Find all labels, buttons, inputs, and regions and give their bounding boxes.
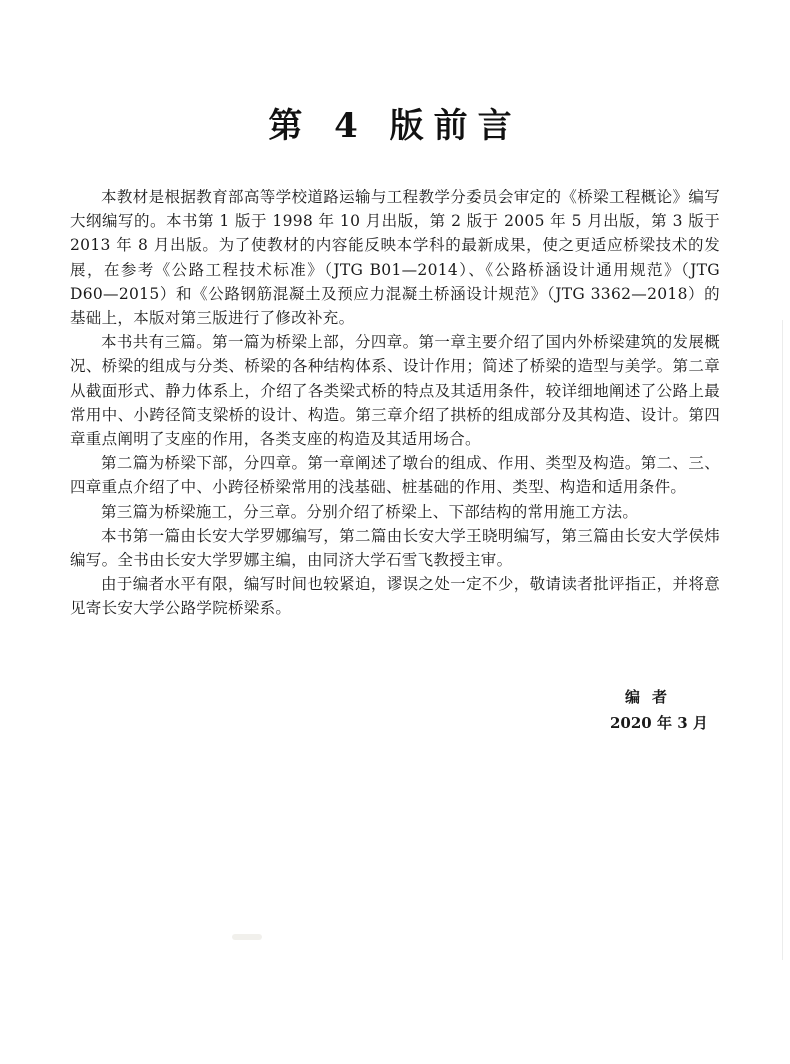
- paragraph: 本书第一篇由长安大学罗娜编写，第二篇由长安大学王晓明编写，第三篇由长安大学侯炜编写。全书由长安大学罗娜主编，由同济大学石雪飞教授主审。: [70, 526, 720, 570]
- paragraph: 第三篇为桥梁施工，分三章。分别介绍了桥梁上、下部结构的常用施工方法。: [101, 502, 639, 521]
- page-title: 第 4 版前言: [268, 106, 522, 146]
- preface-body: [70, 185, 720, 621]
- signature-author: 编者: [625, 688, 680, 706]
- paragraph: 本教材是根据教育部高等学校道路运输与工程教学分委员会审定的《桥梁工程概论》编写大纲编写的。本书第 1 版于 1998 年 10 月出版，第 2 版于 2005 年 5 月出版，第 3 版于 2013 年 8 月出版。为了使教材的内容能反映本学科的最新成果，使之更适应桥梁技术的发展，在参考《公路工程技术标准》（JTG B01—2014）、《公路桥涵设计通用规范》（JTG D60—2015）和《公路钢筋混凝土及预应力混凝土桥涵设计规范》（JTG 3362—2018）的基础上，本版对第三版进行了修改补充。: [70, 188, 720, 328]
- scan-edge-line: [782, 320, 783, 960]
- paragraph: 本书共有三篇。第一篇为桥梁上部，分四章。第一章主要介绍了国内外桥梁建筑的发展概况、桥梁的组成与分类、桥梁的各种结构体系、设计作用；简述了桥梁的造型与美学。第二章从截面形式、静力体系上，介绍了各类梁式桥的特点及其适用条件，较详细地阐述了公路上最常用中、小跨径简支梁桥的设计、构造。第三章介绍了拱桥的组成部分及其构造、设计。第四章重点阐明了支座的作用，各类支座的构造及其适用场合。: [70, 333, 720, 449]
- signature-date: 2020 年 3 月: [610, 714, 708, 732]
- paper-smudge: [232, 934, 262, 940]
- paragraph: 第二篇为桥梁下部，分四章。第一章阐述了墩台的组成、作用、类型及构造。第二、三、四章重点介绍了中、小跨径桥梁常用的浅基础、桩基础的作用、类型、构造和适用条件。: [70, 454, 720, 497]
- paragraph: 由于编者水平有限，编写时间也较紧迫，谬误之处一定不少，敬请读者批评指正，并将意见寄长安大学公路学院桥梁系。: [70, 575, 720, 618]
